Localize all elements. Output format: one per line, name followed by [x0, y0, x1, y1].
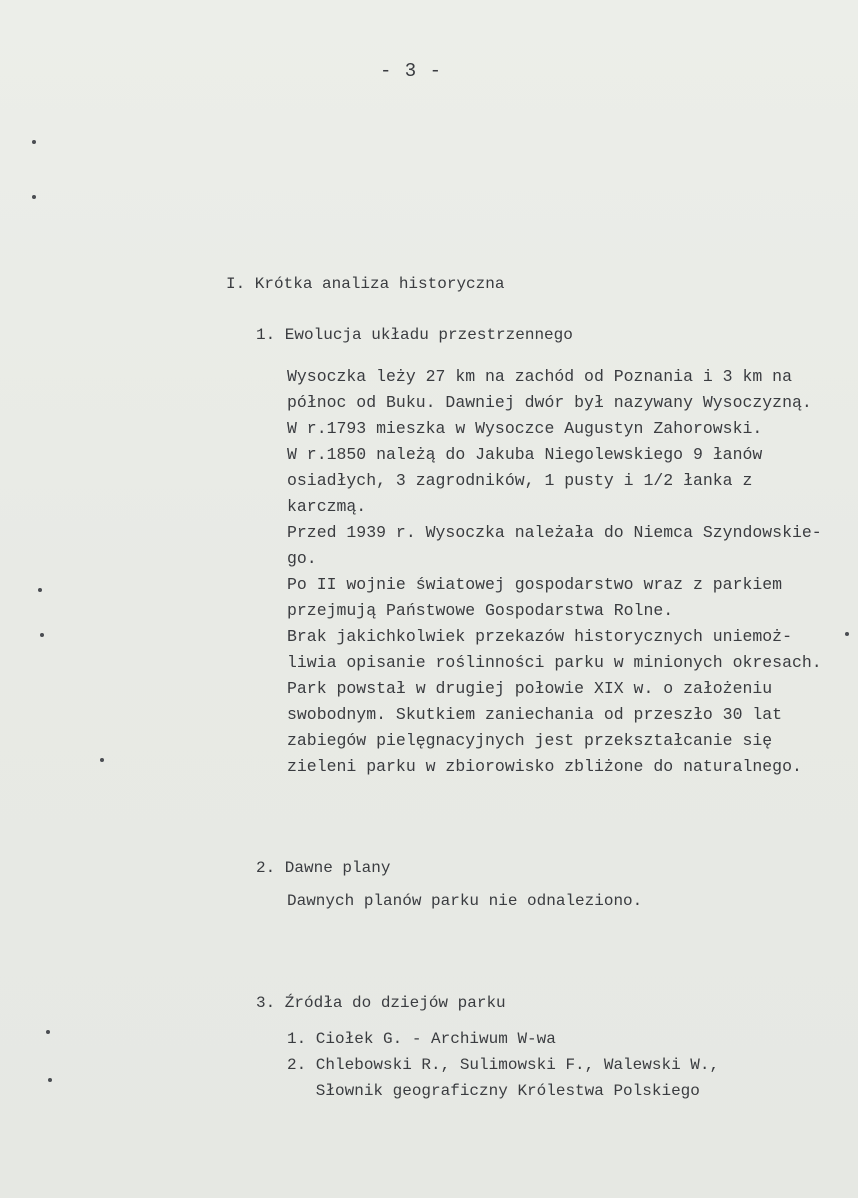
body-line: karczmą.	[287, 497, 367, 516]
subsection-1-title: 1. Ewolucja układu przestrzennego	[256, 326, 573, 344]
body-line: Brak jakichkolwiek przekazów historycznych uniemoż-	[287, 627, 792, 646]
body-line: liwia opisanie roślinności parku w minionych okresach.	[287, 653, 822, 672]
body-line: północ od Buku. Dawniej dwór był nazywany Wysoczyzną.	[287, 393, 812, 412]
body-line: zabiegów pielęgnacyjnych jest przekształcanie się	[287, 731, 773, 750]
punch-mark-4	[40, 633, 44, 637]
source-item-1: 1. Ciołek G. - Archiwum W-wa	[287, 1030, 556, 1048]
subsection-3-title: 3. Źródła do dziejów parku	[256, 994, 506, 1012]
punch-mark-2	[32, 195, 36, 199]
body-line: W r.1793 mieszka w Wysoczce Augustyn Zahorowski.	[287, 419, 763, 438]
subsection-2-title: 2. Dawne plany	[256, 859, 391, 877]
section-title: I. Krótka analiza historyczna	[226, 275, 505, 293]
body-line: osiadłych, 3 zagrodników, 1 pusty i 1/2 łanka z	[287, 471, 753, 490]
punch-mark-5	[100, 758, 104, 762]
body-line: go.	[287, 549, 317, 568]
body-line: Po II wojnie światowej gospodarstwo wraz z parkiem	[287, 575, 783, 594]
body-line: Przed 1939 r. Wysoczka należała do Niemca Szyndowskie-	[287, 523, 822, 542]
body-line: zieleni parku w zbiorowisko zbliżone do naturalnego.	[287, 757, 802, 776]
body-line: przejmują Państwowe Gospodarstwa Rolne.	[287, 601, 674, 620]
subsection-2-text: Dawnych planów parku nie odnaleziono.	[287, 892, 643, 910]
punch-mark-7	[48, 1078, 52, 1082]
punch-mark-6	[46, 1030, 50, 1034]
punch-mark-3	[38, 588, 42, 592]
source-item-2: 2. Chlebowski R., Sulimowski F., Walewski W.,	[287, 1056, 720, 1074]
punch-mark-8	[845, 632, 849, 636]
page-number: - 3 -	[380, 60, 443, 82]
punch-mark-1	[32, 140, 36, 144]
source-item-2-continued: Słownik geograficzny Królestwa Polskiego	[287, 1082, 700, 1100]
body-line: Wysoczka leży 27 km na zachód od Poznania i 3 km na	[287, 367, 792, 386]
subsection-1-body	[287, 364, 822, 780]
body-line: W r.1850 należą do Jakuba Niegolewskiego 9 łanów	[287, 445, 763, 464]
body-line: swobodnym. Skutkiem zaniechania od przeszło 30 lat	[287, 705, 783, 724]
body-line: Park powstał w drugiej połowie XIX w. o założeniu	[287, 679, 773, 698]
